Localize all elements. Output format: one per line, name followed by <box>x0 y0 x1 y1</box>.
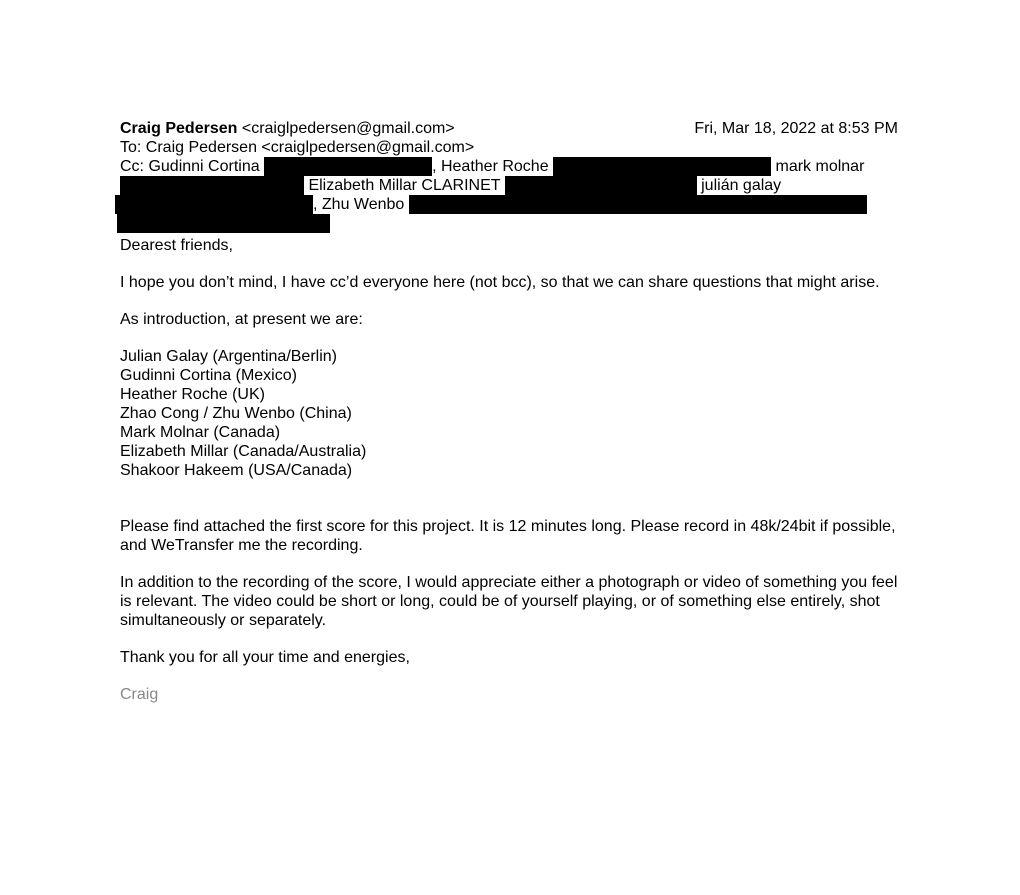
cc-name-elizabeth: Elizabeth Millar CLARINET <box>308 177 501 194</box>
list-item: Zhao Cong / Zhu Wenbo (China) <box>120 405 352 422</box>
sender-email[interactable]: <craiglpedersen@gmail.com> <box>241 120 455 137</box>
redaction-bar <box>264 157 432 176</box>
greeting: Dearest friends, <box>120 237 233 254</box>
paragraph-media: In addition to the recording of the score, I would appreciate either a photograph or video of something you feel is relevant. The video could be short or long, could be of yourself playing, or of something else entirely, shot simultaneously or separately. <box>120 574 898 629</box>
redaction-bar <box>117 214 330 233</box>
cc-name-zhu: , Zhu Wenbo <box>313 196 405 213</box>
list-item: Gudinni Cortina (Mexico) <box>120 367 297 384</box>
cc-row-2 <box>120 176 900 195</box>
redaction-bar <box>553 157 771 176</box>
to-value: Craig Pedersen <craiglpedersen@gmail.com> <box>145 139 475 156</box>
cc-name-julian: julián galay <box>701 177 782 194</box>
sent-date: Fri, Mar 18, 2022 at 8:53 PM <box>694 120 898 137</box>
redaction-bar <box>115 195 313 214</box>
list-item: Shakoor Hakeem (USA/Canada) <box>120 462 353 479</box>
cc-label: Cc: <box>120 158 144 175</box>
signature: Craig <box>120 686 159 703</box>
list-item: Mark Molnar (Canada) <box>120 424 281 441</box>
redaction-bar <box>409 195 867 214</box>
redaction-bar <box>505 176 697 195</box>
list-item: Heather Roche (UK) <box>120 386 265 403</box>
cc-name-heather: , Heather Roche <box>432 158 549 175</box>
cc-row-4 <box>117 214 900 233</box>
cc-name-mark: mark molnar <box>775 158 865 175</box>
member-list <box>120 347 900 480</box>
paragraph-cc-note: I hope you don’t mind, I have cc’d everyone here (not bcc), so that we can share questions that might arise. <box>120 274 880 291</box>
list-item: Elizabeth Millar (Canada/Australia) <box>120 443 367 460</box>
cc-name-gudinni: Gudinni Cortina <box>148 158 260 175</box>
sender-name: Craig Pedersen <box>120 120 238 137</box>
paragraph-introduction: As introduction, at present we are: <box>120 311 363 328</box>
paragraph-score: Please find attached the first score for this project. It is 12 minutes long. Please record in 48k/24bit if possible, and WeTransfer me the recording. <box>120 518 896 554</box>
cc-row-1 <box>120 157 900 176</box>
from-line <box>120 119 900 138</box>
email-message <box>120 119 900 704</box>
to-label: To: <box>120 139 142 156</box>
to-line <box>120 138 900 157</box>
cc-block <box>120 157 900 233</box>
closing: Thank you for all your time and energies, <box>120 649 410 666</box>
redaction-bar <box>120 176 304 195</box>
message-body <box>120 236 900 704</box>
list-item: Julian Galay (Argentina/Berlin) <box>120 348 337 365</box>
cc-row-3 <box>115 195 900 214</box>
